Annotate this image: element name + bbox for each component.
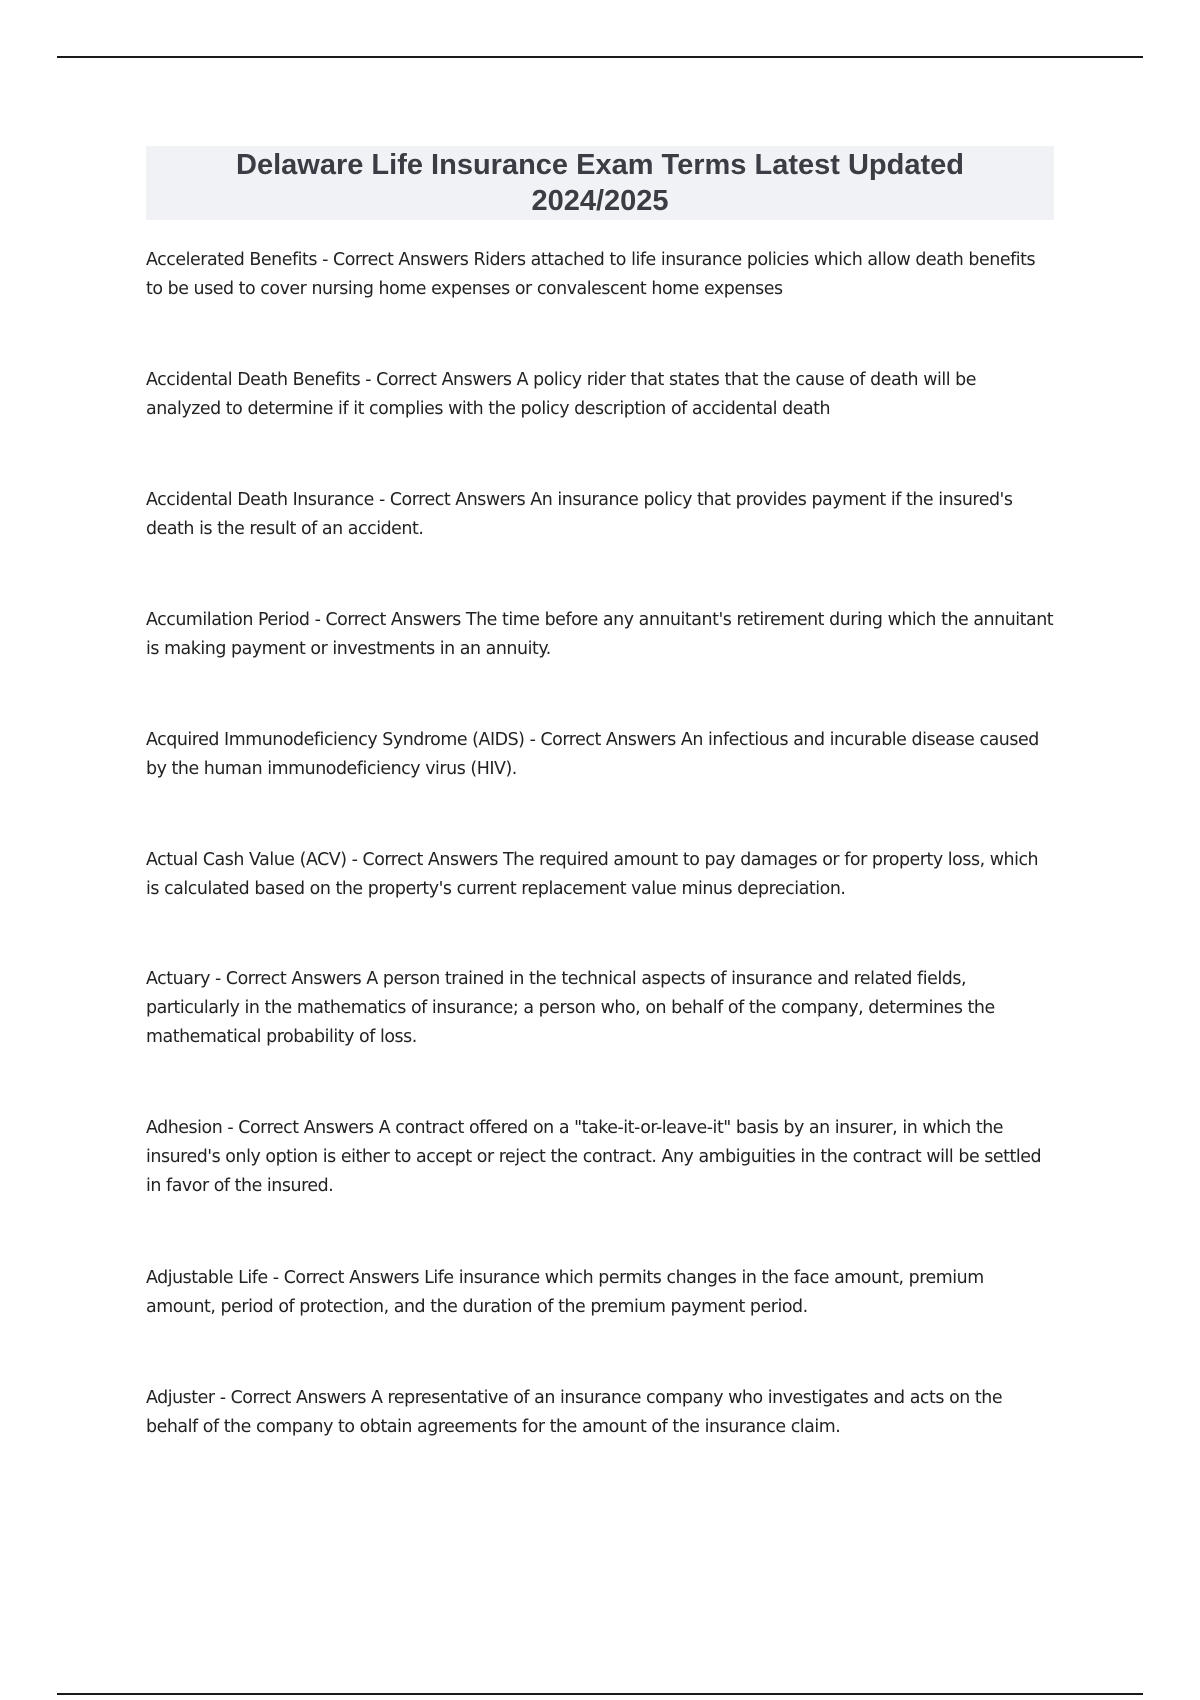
glossary-entry: Accelerated Benefits - Correct Answers Riders attached to life insurance policies which allow death benefits to be used to cover nursing home expenses or convalescent home expenses xyxy=(146,250,1036,299)
glossary-entry: Actual Cash Value (ACV) - Correct Answers The required amount to pay damages or for property loss, which is calculated based on the property's current replacement value minus depreciation. xyxy=(146,850,1039,899)
header-divider xyxy=(57,56,1143,58)
glossary-entry: Adjustable Life - Correct Answers Life insurance which permits changes in the face amount, premium amount, period of protection, and the duration of the premium payment period. xyxy=(146,1268,984,1317)
glossary-entry: Accidental Death Insurance - Correct Answers An insurance policy that provides payment if the insured's death is the result of an accident. xyxy=(146,490,1013,539)
glossary-entry: Accumilation Period - Correct Answers The time before any annuitant's retirement during which the annuitant is making payment or investments in an annuity. xyxy=(146,610,1054,659)
footer-divider xyxy=(57,1693,1143,1695)
glossary-entry: Adjuster - Correct Answers A representative of an insurance company who investigates and acts on the behalf of the company to obtain agreements for the amount of the insurance claim. xyxy=(146,1388,1003,1437)
document-title: Delaware Life Insurance Exam Terms Latest Updated 2024/2025 xyxy=(236,149,964,217)
glossary-entry: Actuary - Correct Answers A person trained in the technical aspects of insurance and related fields, particularly in the mathematics of insurance; a person who, on behalf of the company, determines the mathematical probability of loss. xyxy=(146,969,995,1047)
glossary-entry: Acquired Immunodeficiency Syndrome (AIDS) - Correct Answers An infectious and incurable disease caused by the human immunodeficiency virus (HIV). xyxy=(146,730,1039,779)
title-banner xyxy=(146,146,1054,220)
glossary-entry: Adhesion - Correct Answers A contract offered on a "take-it-or-leave-it" basis by an insurer, in which the insured's only option is either to accept or reject the contract. Any ambiguities in the contract will be settled in favor of the insured. xyxy=(146,1118,1042,1196)
glossary-entry: Accidental Death Benefits - Correct Answers A policy rider that states that the cause of death will be analyzed to determine if it complies with the policy description of accidental death xyxy=(146,370,977,419)
